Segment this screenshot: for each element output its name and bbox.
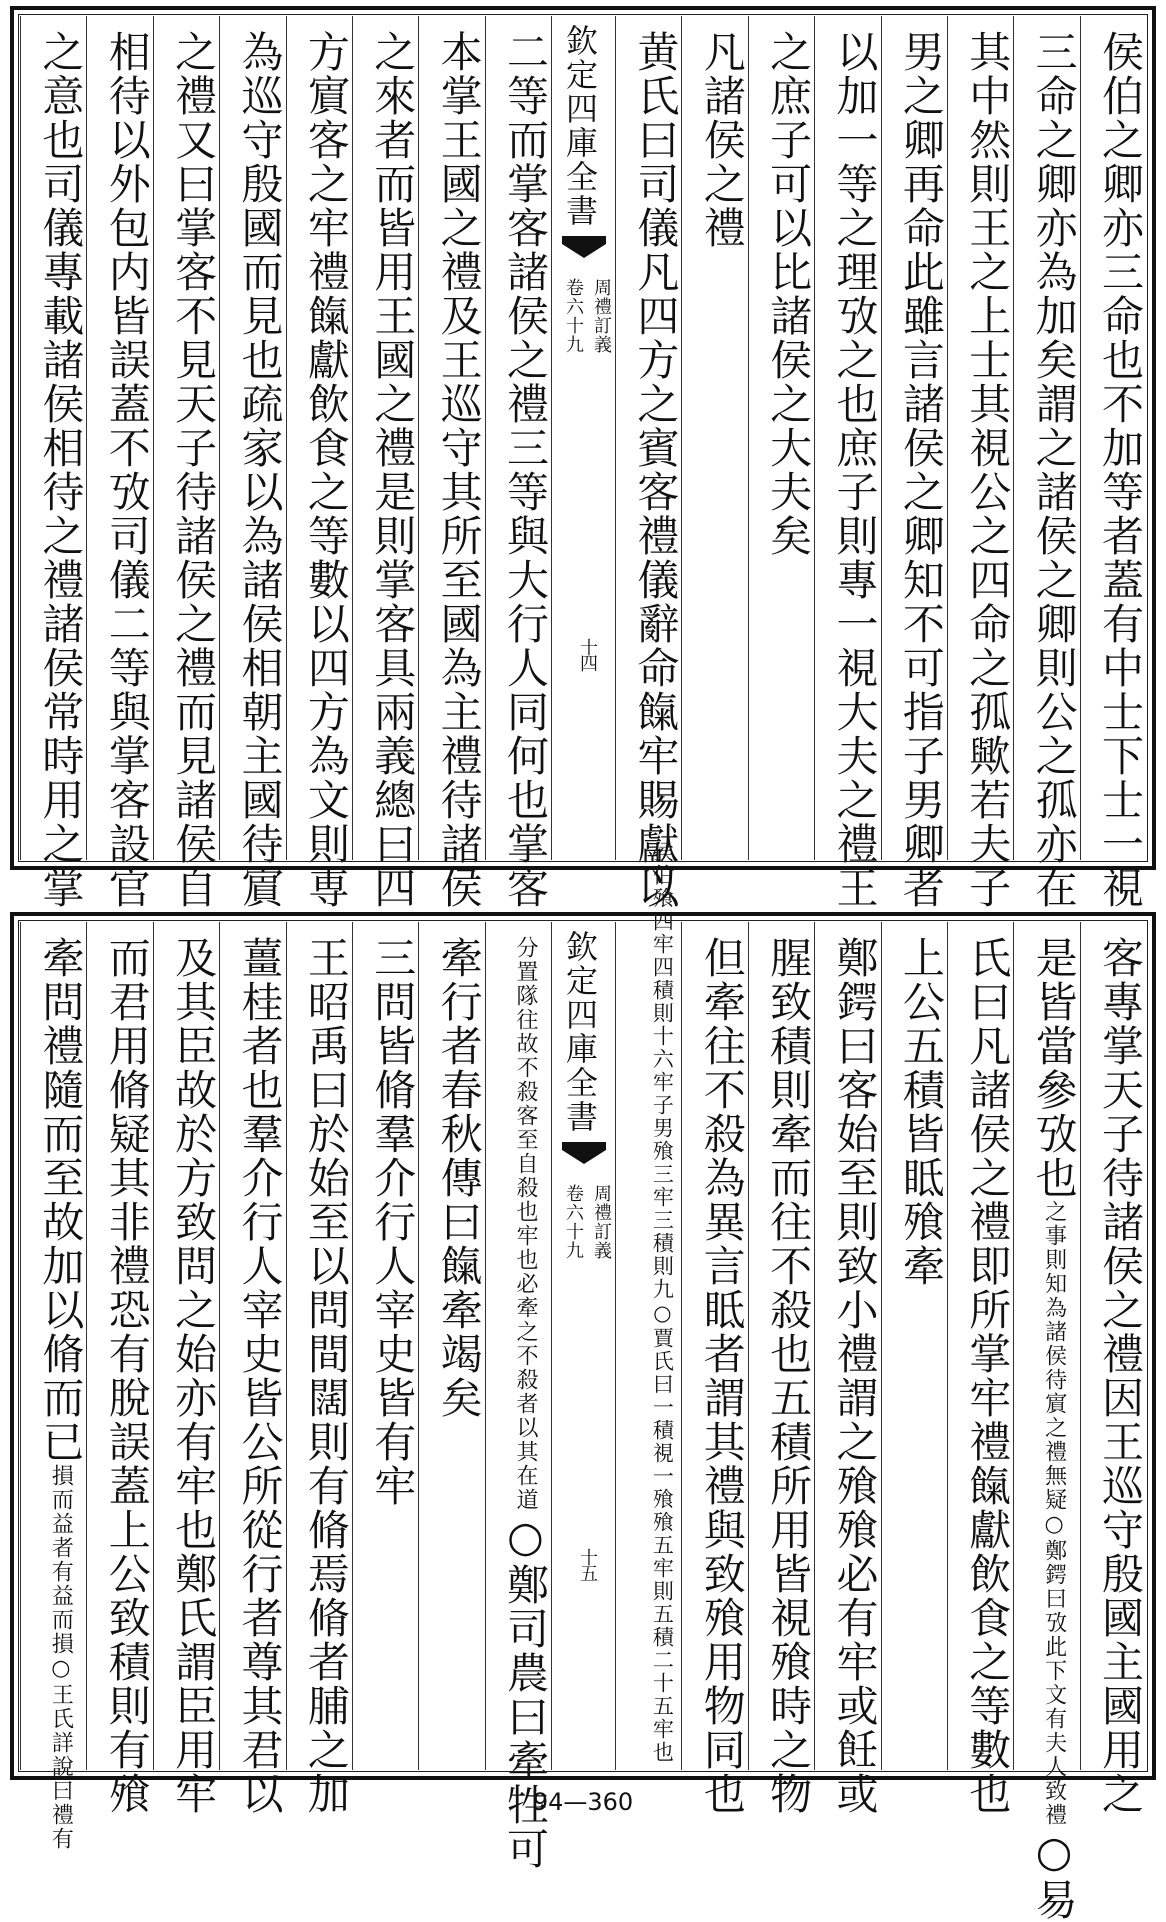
text-column-mixed — [485, 922, 551, 1871]
text-column: 之意也司儀專載諸侯相待之禮諸侯常時用之掌 — [20, 16, 86, 860]
top-page — [10, 6, 1156, 910]
book-title: 欽定四庫全書 — [561, 24, 599, 228]
text-column: 王昭禹曰於始至以問間闊則有脩焉脩者脯之加 — [286, 922, 352, 1770]
commentary-line: ○王氏詳說曰禮有 — [48, 1656, 74, 1851]
text-column: 侯伯之卿亦三命也不加等者蓋有中士下士一視 — [1080, 16, 1146, 860]
commentary-line: 牢也必牽之不殺者以其在道 — [513, 1224, 538, 1512]
text-column: 黄氏曰司儀凡四方之賓客禮儀辭命餼牢賜獻以 — [615, 16, 681, 860]
text-column: 之來者而皆用王國之禮是則掌客具兩義總曰四 — [352, 16, 418, 860]
commentary-line: 侯伯飱四牢四積則十六牢子男飱三牢三積則九 — [650, 841, 675, 1301]
top-columns — [20, 16, 1146, 910]
folio-number: 十四 — [577, 638, 598, 670]
text-column: 客專掌天子待諸侯之禮因王巡守殷國主國用之 — [1080, 922, 1146, 1770]
main-text: ○鄭司農曰牽牲可 — [501, 1512, 550, 1871]
text-column: 相待以外包内皆誤蓋不攷司儀二等與掌客設官 — [86, 16, 152, 860]
center-fold — [551, 16, 615, 860]
page-footer-number: 94—360 — [532, 1788, 634, 1816]
book-name: 周禮訂義 — [591, 278, 612, 354]
main-text: 牽問禮隨而至故加以脩而已 — [36, 936, 86, 1464]
text-column: 氏曰凡諸侯之禮即所掌牢禮餼獻飲食之等數也 — [947, 922, 1013, 1770]
text-column: 及其臣故於方致問之始亦有牢也鄭氏謂臣用牢 — [153, 922, 219, 1770]
text-column: 薑桂者也羣介行人宰史皆公所從行者尊其君以 — [219, 922, 285, 1770]
main-text: 是皆當參攷也 — [1029, 936, 1079, 1200]
fish-tail-mark — [562, 236, 606, 262]
text-column: 凡諸侯之禮 — [681, 16, 747, 860]
text-column: 本掌王國之禮及王巡守其所至國為主禮待諸侯 — [418, 16, 484, 860]
center-fold — [551, 922, 615, 1770]
volume-number: 卷六十九 — [563, 1184, 584, 1260]
text-column: 方賔客之牢禮餼獻飲食之等數以四方為文則専 — [286, 16, 352, 860]
main-text: ○易 — [1029, 1827, 1079, 1922]
commentary-pair — [509, 936, 542, 1512]
text-column: 鄭鍔曰客始至則致小禮謂之飱飱必有牢或飪或 — [814, 922, 880, 1770]
commentary-line: 分置隊往故不殺客至自殺也 — [513, 936, 538, 1224]
text-column: 腥致積則牽而往不殺也五積所用皆視飱時之物 — [748, 922, 814, 1770]
text-column-mixed — [20, 922, 86, 1851]
book-name: 周禮訂義 — [591, 1184, 612, 1260]
text-column: 其中然則王之上士其視公之四命之孤歟若夫子 — [947, 16, 1013, 860]
volume-info — [560, 1184, 614, 1260]
volume-number: 卷六十九 — [563, 278, 584, 354]
folio-number: 十五 — [577, 1548, 598, 1580]
text-column: 牽行者春秋傳曰餼牽竭矣 — [418, 922, 484, 1770]
text-column: 之庶子可以比諸侯之大夫矣 — [748, 16, 814, 860]
commentary-line: ○鄭鍔曰攷此下文有夫人致禮 — [1041, 1512, 1067, 1827]
text-column: 但牽往不殺為異言眡者謂其禮與致飱用物同也 — [681, 922, 747, 1770]
commentary-pair — [1038, 1200, 1071, 1827]
text-column: 男之卿再命此雖言諸侯之卿知不可指子男卿者 — [881, 16, 947, 860]
text-column: 二等而掌客諸侯之禮三等與大行人同何也掌客 — [485, 16, 551, 860]
commentary-line: 之事則知為諸侯待賔之禮無疑 — [1041, 1200, 1067, 1512]
text-column: 三問皆脩羣介行人宰史皆有牢 — [352, 922, 418, 1770]
commentary-line: ○賈氏曰一積視一飱飱五牢則五積二十五牢也 — [650, 1301, 675, 1764]
text-column: 上公五積皆眡飱牽 — [881, 922, 947, 1770]
volume-info — [560, 278, 614, 354]
text-column-mixed — [1013, 922, 1079, 1922]
text-column: 三命之卿亦為加矣謂之諸侯之卿則公之孤亦在 — [1013, 16, 1079, 860]
text-column: 以加一等之理攷之也庶子則專一視大夫之禮王 — [814, 16, 880, 860]
text-column: 而君用脩疑其非禮恐有脫誤蓋上公致積則有飱 — [86, 922, 152, 1770]
commentary-column — [615, 841, 681, 1770]
book-title: 欽定四庫全書 — [561, 930, 599, 1134]
commentary-line: 損而益者有益而損 — [48, 1464, 74, 1656]
text-column: 之禮又曰掌客不見天子待諸侯之禮而見諸侯自 — [153, 16, 219, 860]
text-column: 為巡守殷國而見也疏家以為諸侯相朝主國待賔 — [219, 16, 285, 860]
fish-tail-mark — [562, 1142, 606, 1168]
